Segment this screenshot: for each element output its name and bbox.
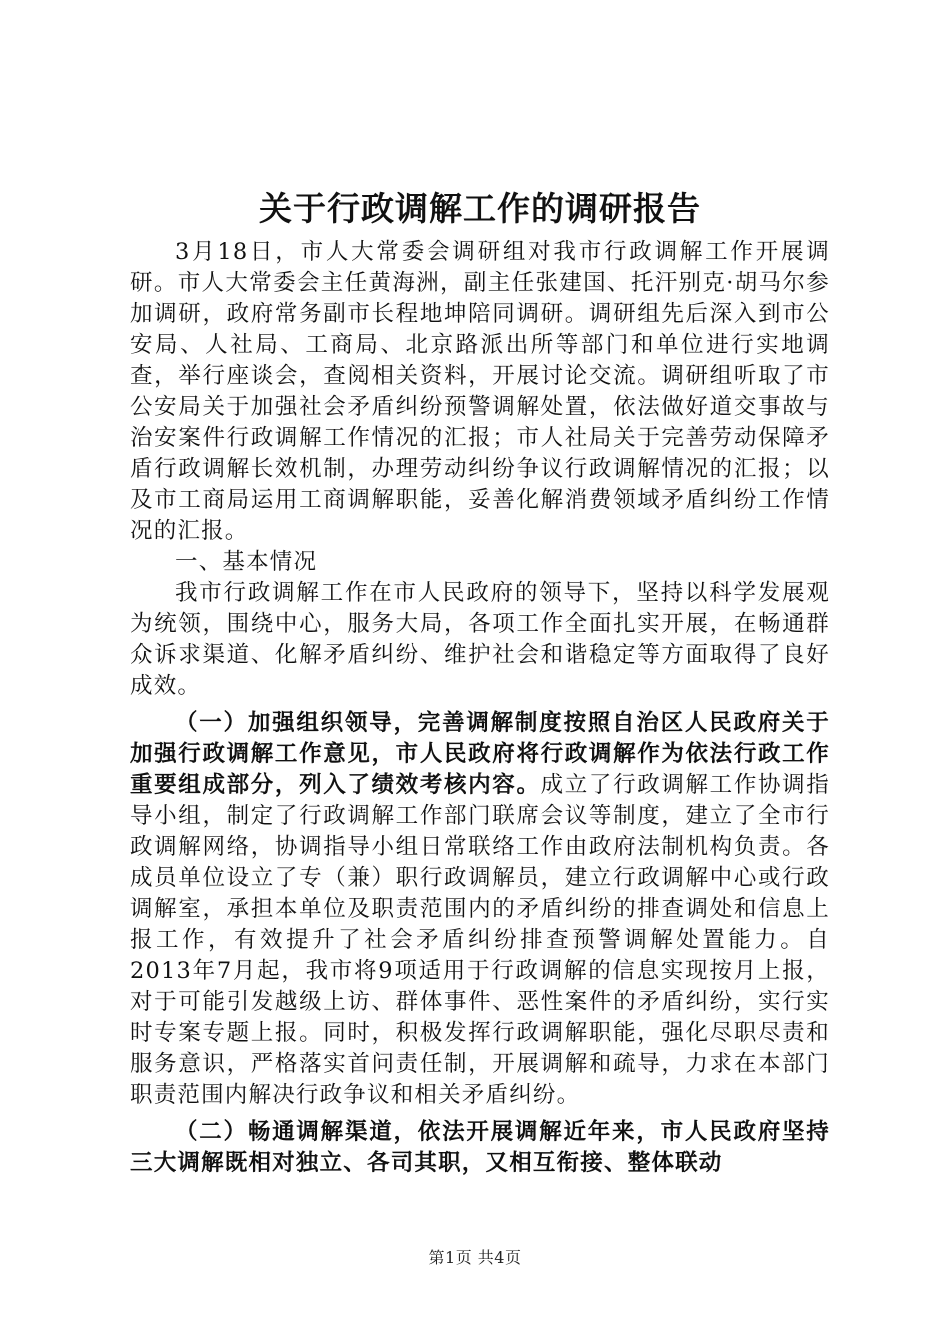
subsection-2-heading: （二）畅通调解渠道，依法开展调解近年来，市人民政府坚持三大调解既相对独立、各司其职，又相互衔接、整体联动 <box>130 1119 830 1176</box>
page-footer: 第1页 共4页 <box>428 1248 522 1267</box>
document-page <box>130 183 830 1179</box>
document-title: 关于行政调解工作的调研报告 <box>259 189 701 228</box>
subsection-1-heading: （一）加强组织领导，完善调解制度按照自治区人民政府关于加强行政调解工作意见，市人民政府将行政调解作为依法行政工作重要组成部分，列入了绩效考核内容。 <box>130 710 830 798</box>
section-body-basic-situation: 我市行政调解工作在市人民政府的领导下，坚持以科学发展观为统领，围绕中心，服务大局，各项工作全面扎实开展，在畅通群众诉求渠道、化解矛盾纠纷、维护社会和谐稳定等方面取得了良好成效。 <box>130 580 830 699</box>
subsection-1-paragraph <box>130 708 830 1111</box>
intro-paragraph: 3月18日，市人大常委会调研组对我市行政调解工作开展调研。市人大常委会主任黄海洲，副主任张建国、托汗别克·胡马尔参加调研，政府常务副市长程地坤陪同调研。调研组先后深入到市公安局、人社局、工商局、北京路派出所等部门和单位进行实地调查，举行座谈会，查阅相关资料，开展讨论交流。调研组听取了市公安局关于加强社会矛盾纠纷预警调解处置，依法做好道交事故与治安案件行政调解工作情况的汇报；市人社局关于完善劳动保障矛盾行政调解长效机制，办理劳动纠纷争议行政调解情况的汇报；以及市工商局运用工商调解职能，妥善化解消费领域矛盾纠纷工作情况的汇报。 <box>130 239 830 544</box>
subsection-1-body: 成立了行政调解工作协调指导小组，制定了行政调解工作部门联席会议等制度，建立了全市行政调解网络，协调指导小组日常联络工作由政府法制机构负责。各成员单位设立了专（兼）职行政调解员，建立行政调解中心或行政调解室，承担本单位及职责范围内的矛盾纠纷的排查调处和信息上报工作，有效提升了社会矛盾纠纷排查预警调解处置能力。自2013年7月起，我市将9项适用于行政调解的信息实现按月上报，对于可能引发越级上访、群体事件、恶性案件的矛盾纠纷，实行实时专案专题上报。同时，积极发挥行政调解职能，强化尽职尽责和服务意识，严格落实首问责任制，开展调解和疏导，力求在本部门职责范围内解决行政争议和相关矛盾纠纷。 <box>130 772 830 1108</box>
section-heading-basic-situation: 一、基本情况 <box>175 549 318 575</box>
